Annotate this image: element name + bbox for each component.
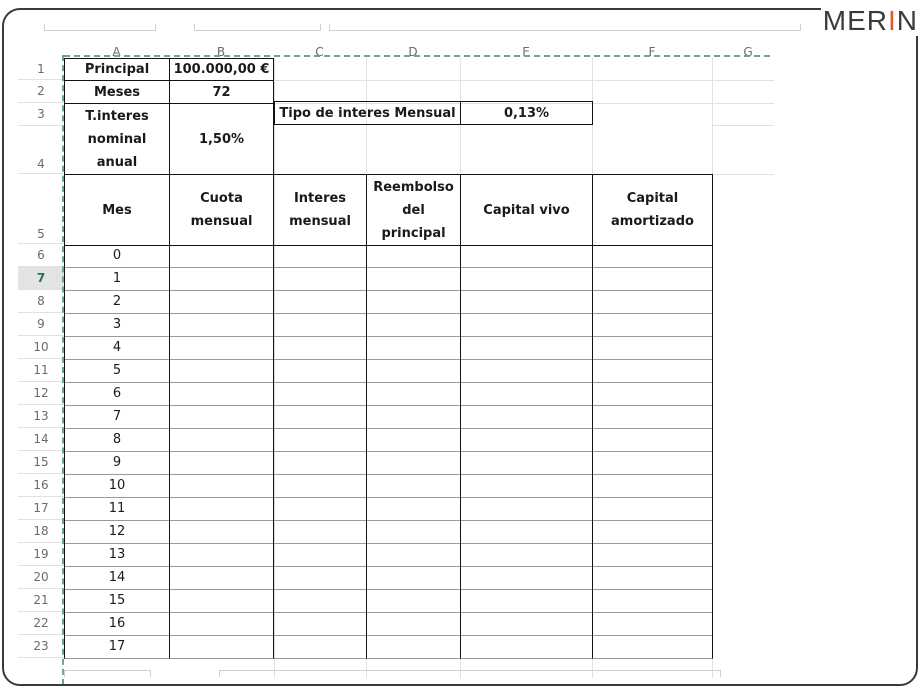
merin-logo xyxy=(821,6,920,36)
capital-amortizado-cell[interactable] xyxy=(592,635,713,659)
capital-vivo-cell[interactable] xyxy=(460,405,593,429)
mes-value: 13 xyxy=(108,547,126,562)
cuota-cell[interactable] xyxy=(169,566,274,590)
capital-amortizado-cell[interactable] xyxy=(592,474,713,498)
interes-cell[interactable] xyxy=(273,244,367,268)
column-header-d[interactable]: D xyxy=(408,45,418,59)
cuota-cell[interactable] xyxy=(169,543,274,567)
tinteres-label-line1: T.interes xyxy=(85,108,149,124)
cuota-cell[interactable] xyxy=(169,336,274,360)
capital-vivo-cell[interactable] xyxy=(460,313,593,337)
column-header-g[interactable]: G xyxy=(743,45,753,59)
mes-value: 11 xyxy=(108,501,126,516)
header-reembolso-line3: principal xyxy=(381,225,446,241)
cuota-cell[interactable] xyxy=(169,267,274,291)
mes-cell[interactable] xyxy=(64,566,170,590)
tinteres-label-line2: nominal xyxy=(87,131,147,147)
capital-amortizado-cell[interactable] xyxy=(592,497,713,521)
capital-vivo-cell[interactable] xyxy=(460,520,593,544)
mes-value: 2 xyxy=(112,294,122,309)
cuota-cell[interactable] xyxy=(169,520,274,544)
interes-cell[interactable] xyxy=(273,612,367,636)
cuota-cell[interactable] xyxy=(169,589,274,613)
header-reembolso-line1: Reembolso xyxy=(373,179,454,195)
mes-cell[interactable] xyxy=(64,313,170,337)
header-cuota-line2: mensual xyxy=(190,214,253,229)
mes-cell[interactable] xyxy=(64,612,170,636)
capital-vivo-cell[interactable] xyxy=(460,474,593,498)
header-interes[interactable] xyxy=(273,174,367,246)
row-header-12[interactable]: 12 xyxy=(18,382,64,405)
row-header-14[interactable]: 14 xyxy=(18,428,64,451)
ribbon-remnant xyxy=(44,24,804,32)
capital-vivo-cell[interactable] xyxy=(460,497,593,521)
logo-text-accent: I xyxy=(887,5,897,36)
reembolso-cell[interactable] xyxy=(366,313,461,337)
capital-amortizado-cell[interactable] xyxy=(592,520,713,544)
column-header-e[interactable]: E xyxy=(522,45,530,59)
tinteres-value: 1,50% xyxy=(198,131,245,147)
interes-cell[interactable] xyxy=(273,566,367,590)
reembolso-cell[interactable] xyxy=(366,497,461,521)
mes-cell[interactable] xyxy=(64,451,170,475)
capital-amortizado-cell[interactable] xyxy=(592,543,713,567)
mes-cell[interactable] xyxy=(64,267,170,291)
capital-amortizado-cell[interactable] xyxy=(592,405,713,429)
mes-value: 9 xyxy=(112,455,122,470)
interes-cell[interactable] xyxy=(273,290,367,314)
capital-vivo-cell[interactable] xyxy=(460,290,593,314)
mes-cell[interactable] xyxy=(64,474,170,498)
reembolso-cell[interactable] xyxy=(366,589,461,613)
row-header-3[interactable]: 3 xyxy=(18,103,64,126)
row-header-8[interactable]: 8 xyxy=(18,290,64,313)
tipo-mensual-label-cell[interactable] xyxy=(274,101,461,125)
mes-cell[interactable] xyxy=(64,382,170,406)
cuota-cell[interactable] xyxy=(169,244,274,268)
mes-value: 4 xyxy=(112,340,122,355)
slide-frame xyxy=(2,8,918,686)
gridline-horizontal xyxy=(712,174,774,175)
row-header-6[interactable]: 6 xyxy=(18,244,64,267)
column-header-a[interactable]: A xyxy=(112,45,121,59)
row-header-20[interactable]: 20 xyxy=(18,566,64,589)
mes-value: 12 xyxy=(108,524,126,539)
cuota-cell[interactable] xyxy=(169,474,274,498)
tipo-mensual-label: Tipo de interes Mensual xyxy=(279,105,456,121)
row-header-1[interactable]: 1 xyxy=(18,58,64,80)
interes-cell[interactable] xyxy=(273,520,367,544)
mes-value: 7 xyxy=(112,409,122,424)
interes-cell[interactable] xyxy=(273,428,367,452)
capital-amortizado-cell[interactable] xyxy=(592,359,713,383)
cuota-cell[interactable] xyxy=(169,428,274,452)
reembolso-cell[interactable] xyxy=(366,428,461,452)
mes-value: 10 xyxy=(108,478,126,493)
capital-vivo-cell[interactable] xyxy=(460,244,593,268)
logo-text-main: MER xyxy=(822,5,888,36)
meses-value-cell[interactable] xyxy=(169,80,274,104)
capital-amortizado-cell[interactable] xyxy=(592,382,713,406)
header-capital-amortizado[interactable] xyxy=(592,174,713,246)
interes-cell[interactable] xyxy=(273,497,367,521)
interes-cell[interactable] xyxy=(273,589,367,613)
cuota-cell[interactable] xyxy=(169,405,274,429)
capital-vivo-cell[interactable] xyxy=(460,359,593,383)
mes-cell[interactable] xyxy=(64,336,170,360)
tipo-mensual-value: 0,13% xyxy=(503,105,550,121)
mes-value: 6 xyxy=(112,386,122,401)
header-reembolso-line2: del xyxy=(402,202,425,218)
mes-value: 5 xyxy=(112,363,122,378)
interes-cell[interactable] xyxy=(273,267,367,291)
interes-cell[interactable] xyxy=(273,359,367,383)
header-capital-vivo[interactable] xyxy=(460,174,593,246)
mes-cell[interactable] xyxy=(64,290,170,314)
reembolso-cell[interactable] xyxy=(366,566,461,590)
mes-cell[interactable] xyxy=(64,405,170,429)
row-header-13[interactable]: 13 xyxy=(18,405,64,428)
cuota-cell[interactable] xyxy=(169,290,274,314)
capital-amortizado-cell[interactable] xyxy=(592,267,713,291)
interes-cell[interactable] xyxy=(273,313,367,337)
interes-cell[interactable] xyxy=(273,451,367,475)
tipo-mensual-value-cell[interactable] xyxy=(460,101,593,125)
cuota-cell[interactable] xyxy=(169,313,274,337)
reembolso-cell[interactable] xyxy=(366,451,461,475)
reembolso-cell[interactable] xyxy=(366,520,461,544)
reembolso-cell[interactable] xyxy=(366,474,461,498)
mes-cell[interactable] xyxy=(64,497,170,521)
column-header-b[interactable]: B xyxy=(216,45,226,59)
capital-amortizado-cell[interactable] xyxy=(592,589,713,613)
cuota-cell[interactable] xyxy=(169,635,274,659)
interes-cell[interactable] xyxy=(273,336,367,360)
mes-value: 14 xyxy=(108,570,126,585)
row-header-10[interactable]: 10 xyxy=(18,336,64,359)
cuota-cell[interactable] xyxy=(169,451,274,475)
capital-amortizado-cell[interactable] xyxy=(592,313,713,337)
cuota-cell[interactable] xyxy=(169,497,274,521)
header-capital-amort-line1: Capital xyxy=(626,191,679,206)
reembolso-cell[interactable] xyxy=(366,267,461,291)
capital-vivo-cell[interactable] xyxy=(460,451,593,475)
copy-marquee-top xyxy=(64,55,770,57)
header-cuota[interactable] xyxy=(169,174,274,246)
cuota-cell[interactable] xyxy=(169,382,274,406)
capital-vivo-cell[interactable] xyxy=(460,267,593,291)
row-header-21[interactable]: 21 xyxy=(18,589,64,612)
row-header-4[interactable]: 4 xyxy=(18,126,64,174)
row-header-9[interactable]: 9 xyxy=(18,313,64,336)
reembolso-cell[interactable] xyxy=(366,543,461,567)
reembolso-cell[interactable] xyxy=(366,382,461,406)
capital-amortizado-cell[interactable] xyxy=(592,336,713,360)
header-capital-vivo-text: Capital vivo xyxy=(483,202,570,218)
mes-cell[interactable] xyxy=(64,359,170,383)
principal-value: 100.000,00 € xyxy=(173,62,270,77)
capital-vivo-cell[interactable] xyxy=(460,382,593,406)
capital-amortizado-cell[interactable] xyxy=(592,428,713,452)
column-header-c[interactable]: C xyxy=(315,45,324,59)
capital-vivo-cell[interactable] xyxy=(460,428,593,452)
meses-label-cell[interactable] xyxy=(64,80,170,104)
mes-cell[interactable] xyxy=(64,244,170,268)
mes-value: 8 xyxy=(112,432,122,447)
mes-cell[interactable] xyxy=(64,428,170,452)
interes-cell[interactable] xyxy=(273,474,367,498)
capital-amortizado-cell[interactable] xyxy=(592,451,713,475)
header-mes[interactable] xyxy=(64,174,170,246)
mes-cell[interactable] xyxy=(64,520,170,544)
row-header-11[interactable]: 11 xyxy=(18,359,64,382)
principal-label-cell[interactable] xyxy=(64,58,170,81)
capital-vivo-cell[interactable] xyxy=(460,566,593,590)
row-header-18[interactable]: 18 xyxy=(18,520,64,543)
capital-vivo-cell[interactable] xyxy=(460,635,593,659)
header-interes-line2: mensual xyxy=(289,214,351,229)
interes-cell[interactable] xyxy=(273,635,367,659)
principal-value-cell[interactable] xyxy=(169,58,274,81)
header-interes-line1: Interes xyxy=(293,191,347,206)
capital-amortizado-cell[interactable] xyxy=(592,612,713,636)
row-header-15[interactable]: 15 xyxy=(18,451,64,474)
row-header-5[interactable]: 5 xyxy=(18,174,64,244)
interes-cell[interactable] xyxy=(273,382,367,406)
copy-marquee-left xyxy=(62,55,64,685)
reembolso-cell[interactable] xyxy=(366,336,461,360)
mes-value: 1 xyxy=(112,271,122,286)
gridline-horizontal xyxy=(274,80,774,81)
capital-vivo-cell[interactable] xyxy=(460,612,593,636)
column-header-f[interactable]: F xyxy=(648,45,656,59)
reembolso-cell[interactable] xyxy=(366,405,461,429)
capital-amortizado-cell[interactable] xyxy=(592,244,713,268)
tinteres-value-cell[interactable] xyxy=(169,103,274,175)
meses-label: Meses xyxy=(93,84,141,100)
reembolso-cell[interactable] xyxy=(366,290,461,314)
row-header-23[interactable]: 23 xyxy=(18,635,64,658)
capital-amortizado-cell[interactable] xyxy=(592,566,713,590)
reembolso-cell[interactable] xyxy=(366,635,461,659)
row-header-7[interactable]: 7 xyxy=(18,267,64,290)
row-header-2[interactable]: 2 xyxy=(18,80,64,103)
principal-label: Principal xyxy=(84,62,150,77)
tinteres-label-line3: anual xyxy=(96,154,138,170)
header-capital-amort-line2: amortizado xyxy=(611,214,694,229)
capital-vivo-cell[interactable] xyxy=(460,336,593,360)
capital-vivo-cell[interactable] xyxy=(460,543,593,567)
mes-value: 16 xyxy=(108,616,126,631)
row-header-17[interactable]: 17 xyxy=(18,497,64,520)
mes-value: 15 xyxy=(108,593,126,608)
reembolso-cell[interactable] xyxy=(366,612,461,636)
cuota-cell[interactable] xyxy=(169,612,274,636)
reembolso-cell[interactable] xyxy=(366,244,461,268)
header-mes-text: Mes xyxy=(102,202,132,218)
row-header-22[interactable]: 22 xyxy=(18,612,64,635)
logo-text-end: N xyxy=(896,5,918,36)
capital-amortizado-cell[interactable] xyxy=(592,290,713,314)
header-reembolso[interactable] xyxy=(366,174,461,246)
gridline-horizontal xyxy=(712,125,774,126)
mes-cell[interactable] xyxy=(64,635,170,659)
mes-cell[interactable] xyxy=(64,543,170,567)
tinteres-label-cell[interactable] xyxy=(64,103,170,175)
mes-cell[interactable] xyxy=(64,589,170,613)
reembolso-cell[interactable] xyxy=(366,359,461,383)
interes-cell[interactable] xyxy=(273,543,367,567)
mes-value: 3 xyxy=(112,317,122,332)
cuota-cell[interactable] xyxy=(169,359,274,383)
meses-value: 72 xyxy=(212,84,231,100)
mes-value: 0 xyxy=(112,248,122,263)
row-header-16[interactable]: 16 xyxy=(18,474,64,497)
row-header-19[interactable]: 19 xyxy=(18,543,64,566)
interes-cell[interactable] xyxy=(273,405,367,429)
header-cuota-line1: Cuota xyxy=(200,191,243,206)
mes-value: 17 xyxy=(108,639,126,654)
capital-vivo-cell[interactable] xyxy=(460,589,593,613)
